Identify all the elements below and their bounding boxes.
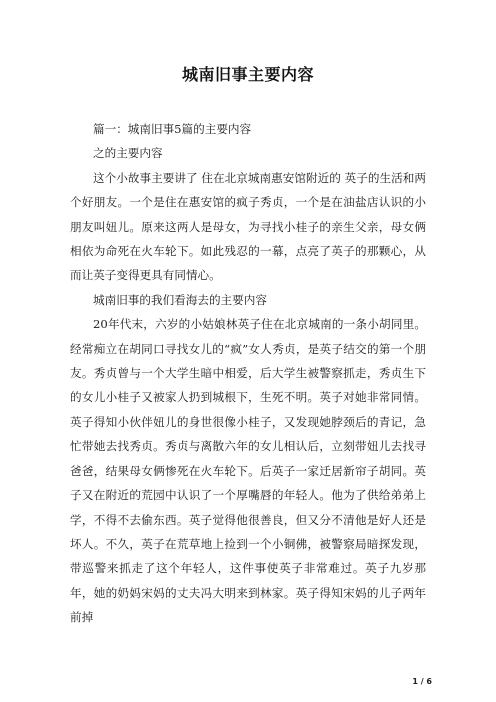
page-indicator: 1 / 6 [412,677,432,686]
paragraph-1: 篇一：城南旧事5篇的主要内容 [93,122,252,136]
paragraph-2: 之的主要内容 [93,146,163,161]
paragraph-3: 这个小故事主要讲了 住在北京城南惠安馆附近的 英子的生活和两个好朋友。一个是住在惠安馆的疯子秀贞，一个是在油盐店认识的小朋友叫妞儿。原来这两人是母女，为寻找小桂子的亲生父亲，母女俩相依为命死在火车轮下。如此残忍的一幕，点亮了英子的那颗心，从而让英子变得更具有同情心。 [70,170,426,283]
paragraph-5: 20年代末，六岁的小姑娘林英子住在北京城南的一条小胡同里。经常痴立在胡同口寻找女儿的“疯”女人秀贞，是英子结交的第一个朋友。秀贞曾与一个大学生暗中相爱，后大学生被警察抓走，秀贞生下的女儿小桂子又被家人扔到城根下，生死不明。英子对她非常同情。英子得知小伙伴妞儿的身世很像小桂子，又发现她脖颈后的青记，急忙带她去找秀贞。秀贞与离散六年的女儿相认后，立刻带妞儿去找寻爸爸，结果母女俩惨死在火车轮下。后英子一家迁居新帘子胡同。英子又在附近的荒园中认识了一个厚嘴唇的年轻人。他为了供给弟弟上学，不得不去偷东西。英子觉得他很善良，但又分不清他是好人还是坏人。不久，英子在荒草地上捡到一个小铜佛，被警察局暗探发现，带巡警来抓走了这个年轻人，这件事使英子非常难过。英子九岁那年，她的奶妈宋妈的丈夫冯大明来到林家。英子得知宋妈的儿子两年前掉 [70,317,426,625]
document-title: 城南旧事主要内容 [181,65,314,84]
paragraph-4: 城南旧事的我们看海去的主要内容 [93,292,267,307]
document-body [70,117,426,630]
